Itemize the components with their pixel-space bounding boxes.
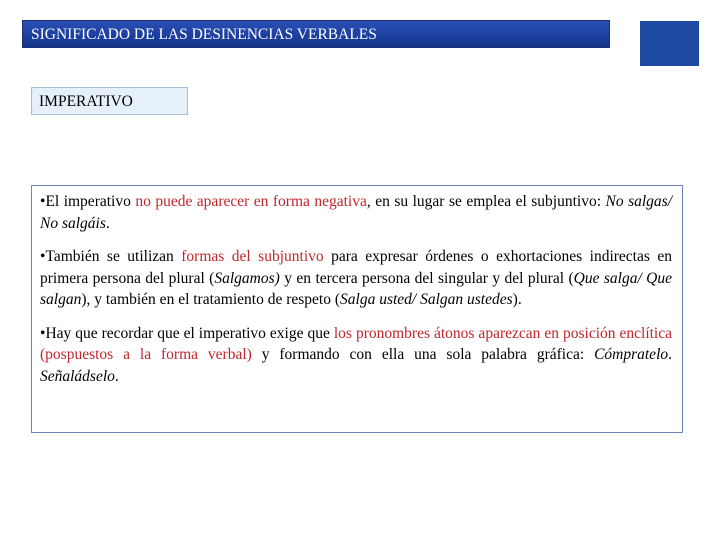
text: y en tercera persona del singular y del plural ( xyxy=(279,269,574,287)
highlighted-text: no puede aparecer en forma negativa xyxy=(135,193,367,210)
content-box xyxy=(31,185,683,433)
example-text: Salgamos) xyxy=(214,269,280,287)
text: . xyxy=(114,367,119,385)
slide-title: SIGNIFICADO DE LAS DESINENCIAS VERBALES xyxy=(22,20,610,48)
section-label: IMPERATIVO xyxy=(31,87,188,115)
bullet: • xyxy=(40,248,46,265)
highlighted-text: los pronombres átonos aparezcan en posición enclítica (pospuestos a la forma verbal) xyxy=(40,324,672,363)
text: y formando con ella una sola palabra gráfica: xyxy=(251,346,595,363)
paragraph-negative-imperative xyxy=(40,191,672,234)
example-text: Salga usted/ Salgan ustedes xyxy=(340,291,513,308)
text: , en su lugar se emplea el subjuntivo: xyxy=(366,193,606,210)
example-text: No salgas/ No salgáis xyxy=(40,193,672,232)
text: para expresar órdenes o exhortaciones indirectas en primera persona del plural ( xyxy=(40,248,673,287)
text: El imperativo xyxy=(45,193,136,210)
paragraph-enclitic-pronouns xyxy=(40,323,672,388)
text: ). xyxy=(512,291,522,308)
paragraph-subjunctive-forms xyxy=(40,246,672,311)
text: Hay que recordar que el imperativo exige que xyxy=(45,324,334,342)
text: . xyxy=(668,346,672,363)
text: También se utilizan xyxy=(45,248,182,265)
bullet: • xyxy=(40,193,46,210)
text: ), y también en el tratamiento de respeto ( xyxy=(81,291,341,308)
text: . xyxy=(105,214,110,232)
example-text: Señaládselo xyxy=(40,367,115,385)
example-text: Que salga/ Que salgan xyxy=(40,269,673,308)
bullet: • xyxy=(40,324,46,342)
example-text: Cómpratelo xyxy=(594,346,669,363)
highlighted-text: formas del subjuntivo xyxy=(181,248,324,265)
corner-accent-box xyxy=(640,21,699,66)
